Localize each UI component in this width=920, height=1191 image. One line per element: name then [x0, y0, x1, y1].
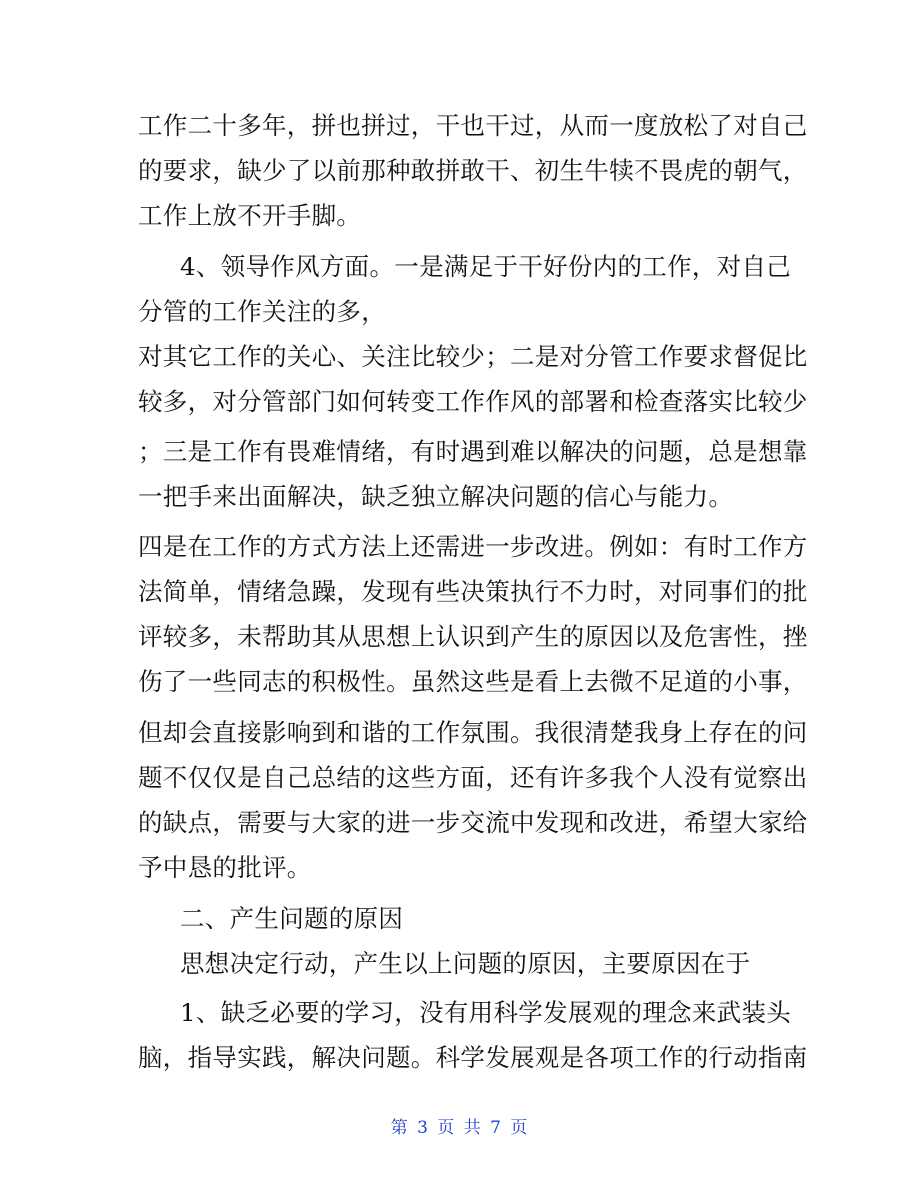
text-line-1: 工作二十多年，拼也拼过，干也干过，从而一度放松了对自己: [138, 111, 808, 140]
text-line-14: 但却会直接影响到和谐的工作氛围。我很清楚我身上存在的问: [138, 718, 808, 747]
text-line-10: 四是在工作的方式方法上还需进一步改进。例如：有时工作方: [138, 532, 808, 561]
text-line-5: 分管的工作关注的多，: [138, 297, 386, 326]
text-line-19: 思想决定行动，产生以上问题的原因，主要原因在于: [180, 949, 751, 978]
page-number-footer: 第 3 页 共 7 页: [390, 1118, 530, 1138]
text-line-16: 的缺点，需要与大家的进一步交流中发现和改进，希望大家给: [138, 808, 808, 837]
text-line-2: 的要求，缺少了以前那种敢拼敢干、初生牛犊不畏虎的朝气，: [138, 156, 808, 185]
text-line-13: 伤了一些同志的积极性。虽然这些是看上去微不足道的小事，: [138, 667, 808, 696]
section-heading: 二、产生问题的原因: [180, 904, 404, 933]
text-line-6: 对其它工作的关心、关注比较少；二是对分管工作要求督促比: [138, 342, 808, 371]
text-line-11: 法简单，情绪急躁，发现有些决策执行不力时，对同事们的批: [138, 577, 808, 606]
text-line-9: 一把手来出面解决，缺乏独立解决问题的信心与能力。: [138, 482, 734, 511]
text-line-21: 脑，指导实践，解决问题。科学发展观是各项工作的行动指南: [138, 1043, 808, 1072]
text-line-8: ；三是工作有畏难情绪，有时遇到难以解决的问题，总是想靠: [138, 437, 808, 466]
text-line-4: 4、领导作风方面。一是满足于干好份内的工作，对自己: [180, 252, 792, 281]
text-line-20: 1、缺乏必要的学习，没有用科学发展观的理念来武装头: [180, 998, 792, 1027]
text-line-3: 工作上放不开手脚。: [138, 201, 362, 230]
text-line-15: 题不仅仅是自己总结的这些方面，还有许多我个人没有觉察出: [138, 763, 808, 792]
text-line-7: 较多，对分管部门如何转变工作作风的部署和检查落实比较少: [138, 387, 808, 416]
text-line-12: 评较多，未帮助其从思想上认识到产生的原因以及危害性，挫: [138, 622, 808, 651]
text-line-17: 予中恳的批评。: [138, 853, 312, 882]
